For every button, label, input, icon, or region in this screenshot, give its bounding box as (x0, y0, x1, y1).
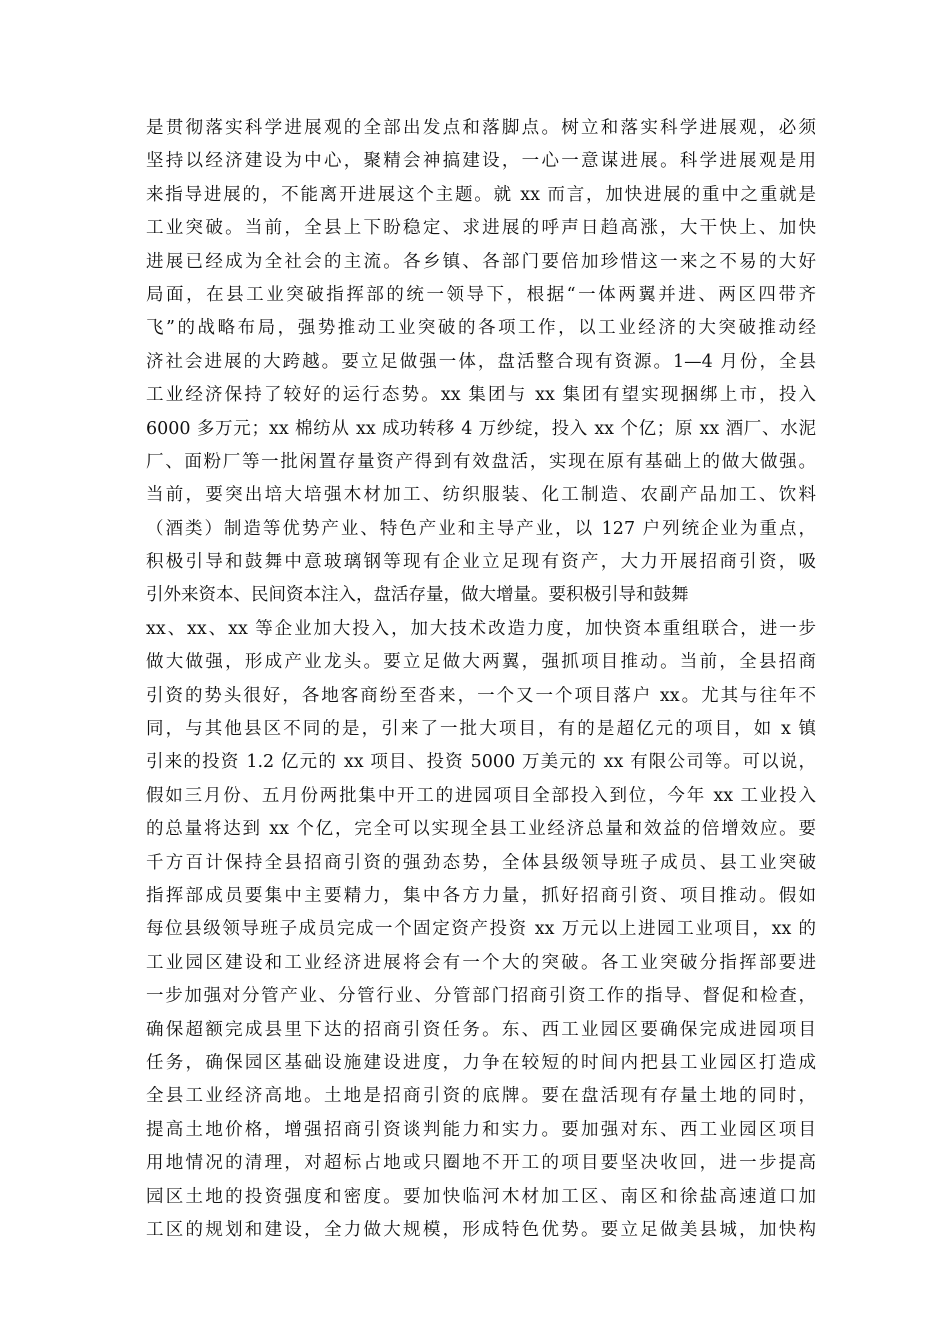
text-line: 同，与其他县区不同的是，引来了一批大项目，有的是超亿元的项目，如 x 镇 (146, 719, 816, 740)
text-line: 假如三月份、五月份两批集中开工的进园项目全部投入到位，今年 xx 工业投入 (146, 785, 816, 806)
text-line: 确保超额完成县里下达的招商引资任务。东、西工业园区要确保完成进园项目 (146, 1019, 816, 1040)
text-line: 的总量将达到 xx 个亿，完全可以实现全县工业经济总量和效益的倍增效应。要 (146, 819, 816, 840)
text-line: 引资的势头很好，各地客商纷至沓来，一个又一个项目落户 xx。尤其与往年不 (146, 685, 816, 706)
body-text (146, 112, 816, 1247)
text-line: 来指导进展的，不能离开进展这个主题。就 xx 而言，加快进展的重中之重就是 (146, 184, 816, 205)
text-line: xx、xx、xx 等企业加大投入，加大技术改造力度，加快资本重组联合，进一步 (146, 618, 816, 639)
text-line: 指挥部成员要集中主要精力，集中各方力量，抓好招商引资、项目推动。假如 (146, 885, 816, 906)
text-line: 是贯彻落实科学进展观的全部出发点和落脚点。树立和落实科学进展观，必须 (146, 118, 816, 138)
text-line: 一步加强对分管产业、分管行业、分管部门招商引资工作的指导、督促和检查， (146, 986, 816, 1007)
text-line: 当前，要突出培大培强木材加工、纺织服装、化工制造、农副产品加工、饮料 (146, 485, 816, 506)
text-line: （酒类）制造等优势产业、特色产业和主导产业，以 127 户列统企业为重点， (146, 518, 816, 539)
text-line: 工业突破。当前，全县上下盼稳定、求进展的呼声日趋高涨，大干快上、加快 (146, 218, 816, 239)
text-line: 6000 多万元；xx 棉纺从 xx 成功转移 4 万纱绽，投入 xx 个亿；原 xx 酒厂、水泥 (146, 418, 816, 439)
text-line: 工业园区建设和工业经济进展将会有一个大的突破。各工业突破分指挥部要进 (146, 952, 816, 973)
text-line: 引外来资本、民间资本注入，盘活存量，做大增量。要积极引导和鼓舞 (146, 585, 689, 606)
text-line: 引来的投资 1.2 亿元的 xx 项目、投资 5000 万美元的 xx 有限公司等。可以说， (146, 752, 816, 773)
text-line: 全县工业经济高地。土地是招商引资的底牌。要在盘活现有存量土地的同时， (146, 1086, 816, 1107)
text-line: 工业经济保持了较好的运行态势。xx 集团与 xx 集团有望实现捆绑上市，投入 (146, 385, 816, 406)
text-line: 飞”的战略布局，强势推动工业突破的各项工作，以工业经济的大突破推动经 (146, 318, 816, 339)
text-line: 千方百计保持全县招商引资的强劲态势，全体县级领导班子成员、县工业突破 (146, 852, 816, 873)
text-line: 园区土地的投资强度和密度。要加快临河木材加工区、南区和徐盐高速道口加 (146, 1186, 816, 1207)
text-line: 进展已经成为全社会的主流。各乡镇、各部门要倍加珍惜这一来之不易的大好 (146, 251, 816, 272)
text-line: 做大做强，形成产业龙头。要立足做大两翼，强抓项目推动。当前，全县招商 (146, 652, 816, 673)
text-line: 厂、面粉厂等一批闲置存量资产得到有效盘活，实现在原有基础上的做大做强。 (146, 451, 816, 472)
text-line: 积极引导和鼓舞中意玻璃钢等现有企业立足现有资产，大力开展招商引资，吸 (146, 552, 816, 573)
text-line: 坚持以经济建设为中心，聚精会神搞建设，一心一意谋进展。科学进展观是用 (146, 151, 816, 172)
text-line: 济社会进展的大跨越。要立足做强一体，盘活整合现有资源。1—4 月份，全县 (146, 351, 816, 372)
text-line: 用地情况的清理，对超标占地或只圈地不开工的项目要坚决收回，进一步提高 (146, 1153, 816, 1174)
text-line: 任务，确保园区基础设施建设进度，力争在较短的时间内把县工业园区打造成 (146, 1052, 816, 1073)
text-line: 工区的规划和建设，全力做大规模，形成特色优势。要立足做美县城，加快构 (146, 1219, 816, 1240)
text-line: 每位县级领导班子成员完成一个固定资产投资 xx 万元以上进园工业项目，xx 的 (146, 919, 816, 940)
text-line: 局面，在县工业突破指挥部的统一领导下，根据“一体两翼并进、两区四带齐 (146, 284, 816, 305)
text-line: 提高土地价格，增强招商引资谈判能力和实力。要加强对东、西工业园区项目 (146, 1119, 816, 1140)
